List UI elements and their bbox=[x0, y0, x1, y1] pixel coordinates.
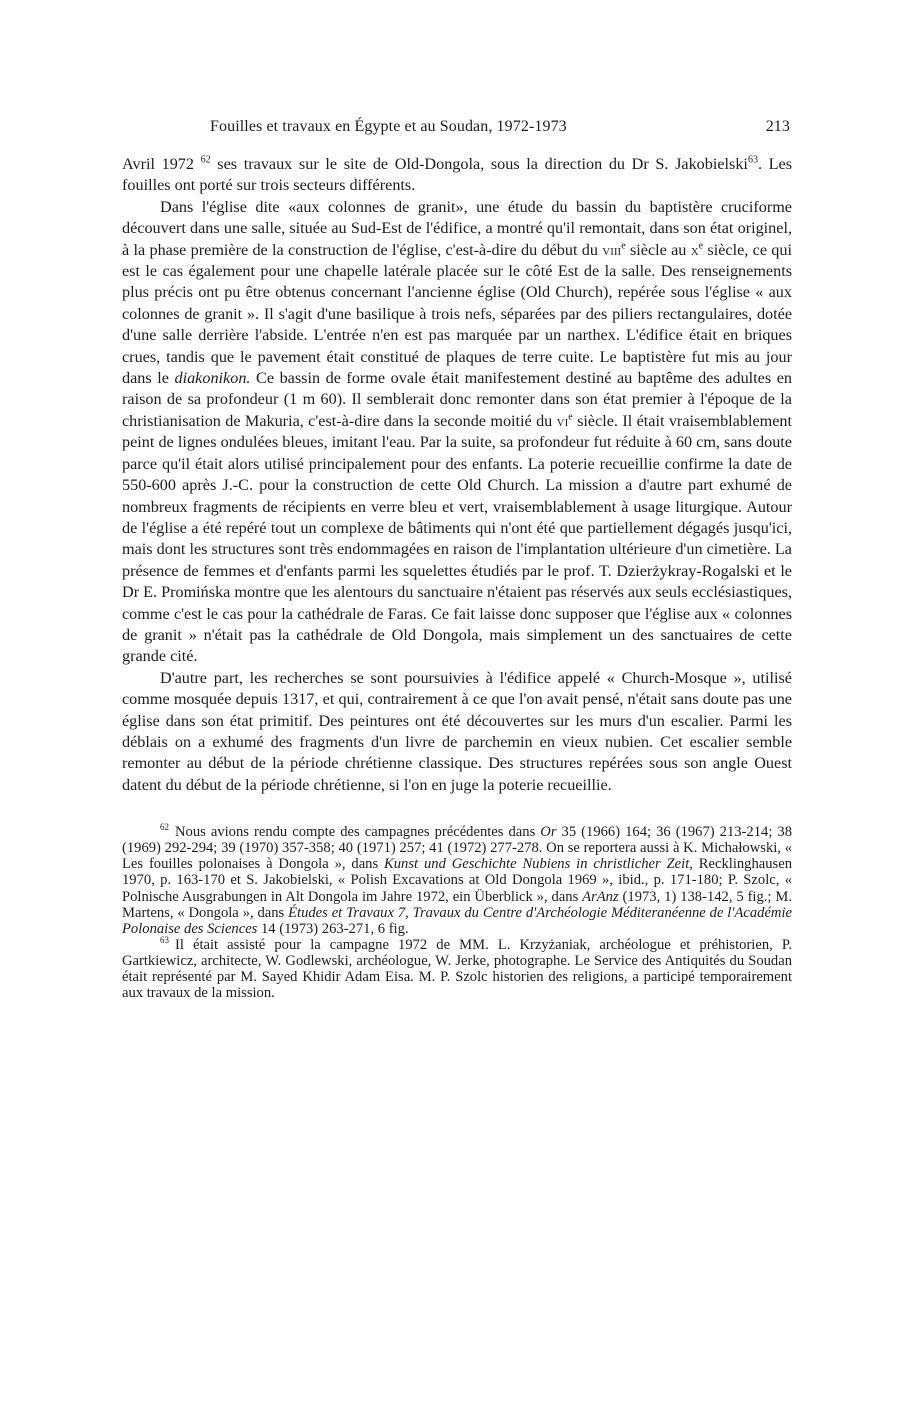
paragraph-3: D'autre part, les recherches se sont poursuivies à l'édifice appelé « Church-Mosque », utilisé comme mosquée depuis 1317, et qui, contrairement à ce que l'on avait pensé, n'était sans doute pas une église dans son état primitif. Des peintures ont été découvertes sur les murs d'un escalier. Parmi les déblais on a exhumé des fragments d'un livre de parchemin en vieux nubien. Cet escalier semble remonter au début de la période chrétienne classique. Des structures repérées sous son angle Ouest datent du début de la période chrétienne, si l'on en juge la poterie recueillie. bbox=[122, 668, 792, 794]
document-page bbox=[122, 118, 792, 1001]
footnote-62: $^{62}$ Nous avions rendu compte des campagnes précédentes dans Or 35 (1966) 164; 36 (1967) 213-214; 38 (1969) 292-294; 39 (1970) 357-358; 40 (1971) 257; 41 (1972) 277-278. On se reportera aussi à K. Michałowski, « Les fouilles polonaises à Dongola », dans Kunst und Geschichte Nubiens in christlicher Zeit, Recklinghausen 1970, p. 163-170 et S. Jakobielski, « Polish Excavations at Old Dongola 1969 », ibid., p. 171-180; P. Szolc, « Polnische Ausgrabungen in Alt Dongola im Jahre 1972, ein Überblick », dans ArAnz (1973, 1) 138-142, 5 fig.; M. Martens, « Dongola », dans Études et Travaux 7, Travaux du Centre d'Archéologie Méditeranéenne de l'Académie Polonaise des Sciences 14 (1973) 263-271, 6 fig. bbox=[122, 822, 793, 937]
footnote-ref-62[interactable]: 62 bbox=[200, 154, 211, 166]
paragraph-1: Avril 1972 $^{62}$ ses travaux sur le site de Old-Dongola, sous la direction du Dr S. Jakobielski$^{63}$. Les fouilles ont porté sur trois secteurs différents. bbox=[122, 154, 793, 195]
running-title: Fouilles et travaux en Égypte et au Soudan, 1972-1973 bbox=[210, 118, 567, 135]
running-header bbox=[122, 118, 792, 140]
footnote-ref-63[interactable]: 63 bbox=[747, 154, 758, 166]
paragraph-2: Dans l'église dite «aux colonnes de granit», une étude du bassin du baptistère cruciforme découvert dans une salle, située au Sud-Est de l'édifice, a montré qu'il remontait, dans son état originel, à la phase première de la construction de l'église, c'est-à-dire du début du viii$^e$ siècle au x$^e$ siècle, ce qui est le cas également pour une chapelle latérale placée sur le côté Est de la salle. Des renseignements plus précis ont pu être obtenus concernant l'ancienne église (Old Church), repérée sous l'église « aux colonnes de granit ». Il s'agit d'une basilique à trois nefs, séparées par des piliers rectangulaires, dotée d'une salle derrière l'abside. L'entrée n'en est pas marquée par un narthex. L'édifice était en briques crues, tandis que le pavement était constitué de plaques de terre cuite. Le baptistère fut mis au jour dans le diakonikon. Ce bassin de forme ovale était manifestement destiné au baptême des adultes en raison de sa profondeur (1 m 60). Il semblerait donc remonter dans son état premier à l'époque de la christianisation de Makuria, c'est-à-dire dans la seconde moitié du vi$^e$ siècle. Il était vraisemblablement peint de lignes ondulées bleues, imitant l'eau. Par la suite, sa profondeur fut réduite à 60 cm, sans doute parce qu'il était alors utilisé principalement pour des enfants. La poterie recueillie confirme la date de 550-600 après J.-C. pour la construction de cette Old Church. La mission a d'autre part exhumé de nombreux fragments de récipients en verre bleu et vert, vraisemblablement à usage liturgique. Autour de l'église a été repéré tout un complexe de bâtiments qui n'ont été que partiellement dégagés jusqu'ici, mais dont les structures sont très endommagées en raison de l'implantation ultérieure d'un cimetière. La présence de femmes et d'enfants parmi les squelettes étudiés par le prof. T. Dzierżykray-Rogalski et le Dr E. Promińska montre que les alentours du sanctuaire n'étaient pas réservés aux seuls ecclésiastiques, comme c'est le cas pour la cathédrale de Faras. Ce fait laisse donc supposer que l'église aux « colonnes de granit » n'était pas la cathédrale de Old Dongola, mais simplement un des sanctuaires de cette grande cité. bbox=[122, 197, 793, 666]
page-number: 213 bbox=[765, 118, 790, 135]
body-text bbox=[122, 154, 792, 796]
footnotes bbox=[122, 824, 792, 1001]
footnote-number: 62 bbox=[160, 822, 169, 833]
footnote-63: $^{63}$ Il était assisté pour la campagne 1972 de MM. L. Krzyżaniak, archéologue et préhistorien, P. Gartkiewicz, architecte, W. Godlewski, archéologue, W. Jerke, photographe. Le Service des Antiquités du Soudan était représenté par M. Sayed Khidir Adam Eisa. M. P. Szolc historien des religions, a participé temporairement aux travaux de la mission. bbox=[122, 934, 792, 1002]
footnote-number: 63 bbox=[160, 934, 169, 945]
